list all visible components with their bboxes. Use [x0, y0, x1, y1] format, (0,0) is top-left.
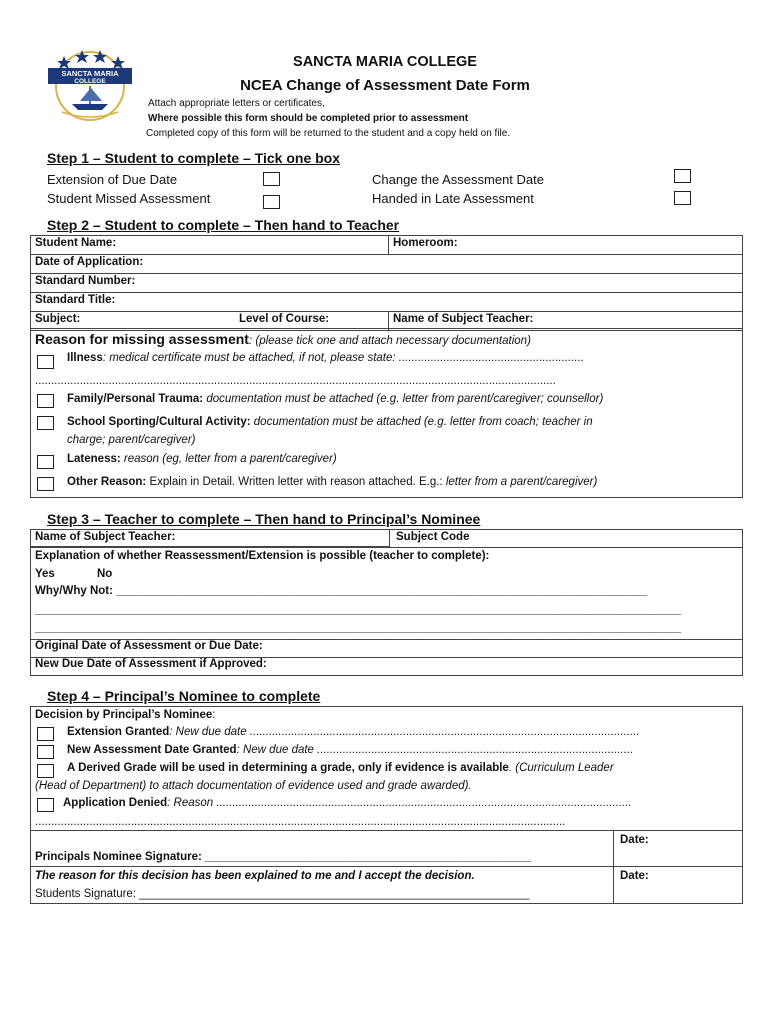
- step3-blank2[interactable]: _____________________________________________________________________________________________________: [35, 622, 681, 634]
- derived-grade-checkbox[interactable]: [37, 764, 54, 778]
- illness-checkbox[interactable]: [37, 355, 54, 369]
- note-copy: Completed copy of this form will be returned to the student and a copy held on file.: [146, 128, 511, 139]
- derived-grade-text: . (Curriculum Leader: [508, 762, 614, 774]
- date-label-2[interactable]: Date:: [620, 870, 649, 882]
- note-attach: Attach appropriate letters or certificates,: [148, 98, 325, 109]
- table-row: [31, 236, 743, 255]
- divider: [30, 866, 614, 867]
- step4-title: Step 4 – Principal’s Nominee to complete: [47, 688, 321, 704]
- step3-why[interactable]: Why/Why Not: ___________________________________________________________________________________: [35, 585, 647, 597]
- opt-change-label: Change the Assessment Date: [372, 172, 544, 187]
- denied-line: [63, 797, 632, 809]
- svg-text:COLLEGE: COLLEGE: [74, 78, 106, 85]
- denied-checkbox[interactable]: [37, 798, 54, 812]
- step3-new-due-date[interactable]: New Due Date of Assessment if Approved:: [35, 658, 267, 670]
- teacher-name-field[interactable]: Name of Subject Teacher:: [389, 312, 743, 331]
- extension-granted-line: [67, 726, 640, 738]
- opt-missed-checkbox[interactable]: [263, 195, 280, 209]
- other-text: Explain in Detail. Written letter with reason attached. E.g.:: [146, 476, 446, 488]
- svg-text:SANCTA MARIA: SANCTA MARIA: [61, 69, 119, 78]
- sporting-line: [67, 416, 593, 428]
- opt-extension-checkbox[interactable]: [263, 172, 280, 186]
- opt-extension-label: Extension of Due Date: [47, 172, 178, 187]
- lateness-checkbox[interactable]: [37, 455, 54, 469]
- divider: [30, 547, 743, 548]
- new-date-checkbox[interactable]: [37, 745, 54, 759]
- denied-text: : Reason ..................................................................................................................................: [167, 797, 632, 809]
- illness-dots: ...................................................................................................................................................................: [35, 375, 556, 387]
- denied-dots: ......................................................................................................................................................................: [35, 816, 566, 828]
- decision-label: Decision by Principal’s Nominee: [35, 709, 213, 721]
- step3-title: Step 3 – Teacher to complete – Then hand to Principal’s Nominee: [47, 511, 481, 527]
- extension-granted-checkbox[interactable]: [37, 727, 54, 741]
- new-date-text: : New due date ...................................................................................................: [236, 744, 634, 756]
- nominee-signature[interactable]: Principals Nominee Signature: ___________________________________________________: [35, 851, 532, 863]
- step3-subject-code[interactable]: Subject Code: [396, 531, 470, 543]
- trauma-label: Family/Personal Trauma:: [67, 393, 204, 405]
- trauma-checkbox[interactable]: [37, 394, 54, 408]
- other-line: [67, 476, 597, 488]
- sporting-text: documentation must be attached (e.g. letter from coach; teacher in: [250, 416, 593, 428]
- student-name-field[interactable]: Student Name:: [31, 236, 389, 255]
- lateness-label: Lateness:: [67, 453, 121, 465]
- date-application-field[interactable]: Date of Application:: [31, 255, 743, 274]
- trauma-line: [67, 393, 603, 405]
- date-label-1[interactable]: Date:: [620, 834, 649, 846]
- college-name: SANCTA MARIA COLLEGE: [293, 54, 477, 70]
- other-italic: letter from a parent/caregiver): [445, 476, 598, 488]
- student-details-table: [30, 235, 743, 331]
- student-signature[interactable]: Students Signature: _____________________________________________________________: [35, 888, 530, 900]
- new-date-line: [67, 744, 633, 756]
- step3-no[interactable]: No: [97, 568, 113, 580]
- opt-missed-label: Student Missed Assessment: [47, 191, 211, 206]
- illness-line: [67, 352, 584, 364]
- reason-title: Reason for missing assessment: [35, 331, 249, 347]
- new-date-label: New Assessment Date Granted: [67, 744, 237, 756]
- derived-grade-line: [67, 762, 614, 774]
- subject-field[interactable]: Subject:: [31, 312, 236, 331]
- table-row: [31, 255, 743, 274]
- reason-heading: [35, 331, 531, 347]
- lateness-line: [67, 453, 337, 465]
- step2-title: Step 2 – Student to complete – Then hand to Teacher: [47, 217, 400, 233]
- standard-title-field[interactable]: Standard Title:: [31, 293, 743, 312]
- step3-explanation: Explanation of whether Reassessment/Extension is possible (teacher to complete):: [35, 550, 490, 562]
- step3-teacher-name[interactable]: Name of Subject Teacher:: [35, 531, 176, 543]
- level-field[interactable]: Level of Course:: [235, 312, 389, 331]
- extension-granted-label: Extension Granted: [67, 726, 170, 738]
- step3-yes[interactable]: Yes: [35, 568, 55, 580]
- form-title: NCEA Change of Assessment Date Form: [240, 77, 530, 94]
- opt-late-checkbox[interactable]: [674, 191, 691, 205]
- table-row: [31, 274, 743, 293]
- step4-decision: Decision by Principal’s Nominee:: [35, 709, 216, 721]
- opt-late-label: Handed in Late Assessment: [372, 191, 534, 206]
- step1-title: Step 1 – Student to complete – Tick one box: [47, 150, 341, 166]
- other-label: Other Reason:: [67, 476, 147, 488]
- step3-original-date[interactable]: Original Date of Assessment or Due Date:: [35, 640, 263, 652]
- sporting-checkbox[interactable]: [37, 416, 54, 430]
- opt-change-checkbox[interactable]: [674, 169, 691, 183]
- homeroom-field[interactable]: Homeroom:: [389, 236, 743, 255]
- illness-text: : medical certificate must be attached, if not, please state: ..........................................................: [102, 352, 585, 364]
- derived-grade-text2: (Head of Department) to attach documentation of evidence used and grade awarded).: [35, 780, 472, 792]
- extension-granted-text: : New due date ..........................................................................................................................: [169, 726, 640, 738]
- note-prior: Where possible this form should be completed prior to assessment: [148, 113, 469, 124]
- table-row: [31, 293, 743, 312]
- other-checkbox[interactable]: [37, 477, 54, 491]
- denied-label: Application Denied: [63, 797, 168, 809]
- step3-blank1[interactable]: _____________________________________________________________________________________________________: [35, 604, 681, 616]
- standard-number-field[interactable]: Standard Number:: [31, 274, 743, 293]
- derived-grade-label: A Derived Grade will be used in determining a grade, only if evidence is available: [67, 762, 509, 774]
- trauma-text: documentation must be attached (e.g. letter from parent/caregiver; counsellor): [203, 393, 604, 405]
- sporting-text2: charge; parent/caregiver): [67, 434, 196, 446]
- sporting-label: School Sporting/Cultural Activity:: [67, 416, 251, 428]
- accept-statement: The reason for this decision has been explained to me and I accept the decision.: [35, 870, 475, 882]
- illness-label: Illness: [67, 352, 103, 364]
- lateness-text: reason (eg, letter from a parent/caregiver): [120, 453, 337, 465]
- reason-subtitle: : (please tick one and attach necessary documentation): [248, 335, 531, 347]
